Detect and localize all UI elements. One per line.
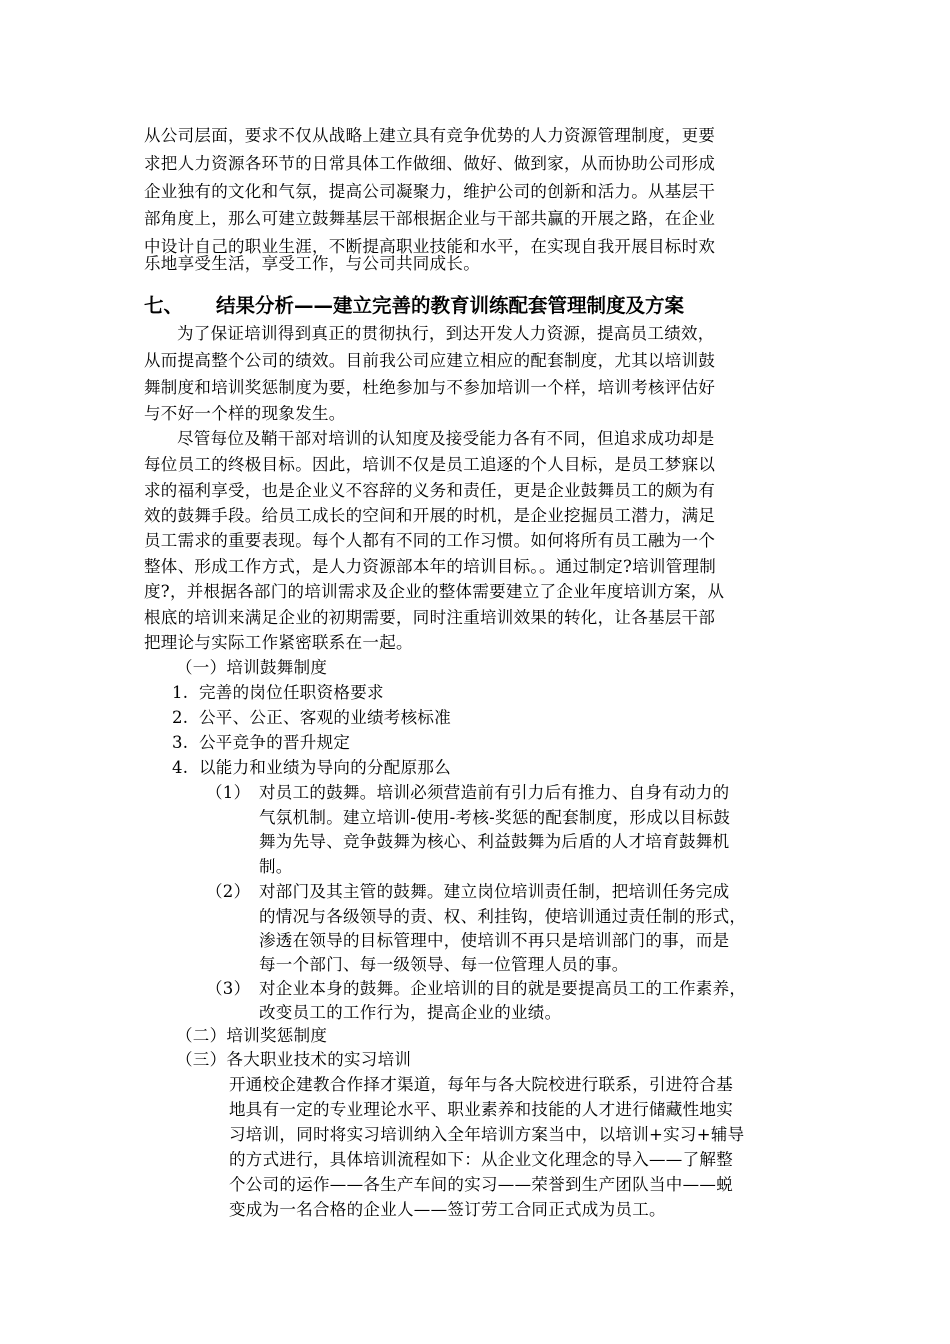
text-line: 变成为一名合格的企业人——签订劳工合同正式成为员工。: [229, 1200, 666, 1219]
text-line: 的方式进行，具体培训流程如下：从企业文化理念的导入——了解整: [229, 1150, 733, 1169]
list-marker: 4.: [172, 758, 189, 777]
text-line: 效的鼓舞手段。给员工成长的空间和开展的时机，是企业挖掘员工潜力，满足: [144, 506, 716, 525]
text-line: 地具有一定的专业理论水平、职业素养和技能的人才进行储藏性地实: [229, 1100, 733, 1119]
list-item: [172, 681, 384, 705]
text-line: 企业独有的文化和气氛，提高公司凝聚力，维护公司的创新和活力。从基层干: [144, 182, 716, 201]
text-line: 度?，并根据各部门的培训需求及企业的整体需要建立了企业年度培训方案，从: [144, 582, 725, 601]
paren-item-marker: （2）: [206, 882, 251, 901]
text-line: 制。: [259, 857, 293, 876]
text-line: 的情况与各级领导的责、权、利挂钩，使培训通过责任制的形式，: [259, 907, 747, 926]
text-line: 乐地享受生活，享受工作，与公司共同成长。: [144, 254, 480, 273]
text-line: 中设计自己的职业生涯，不断提高职业技能和水平，在实现自我开展目标时欢: [144, 237, 716, 256]
text-line: 尽管每位及鞘干部对培训的认知度及接受能力各有不同，但追求成功却是: [177, 429, 715, 448]
text-line: 整体、形成工作方式，是人力资源部本年的培训目标。。通过制定?培训管理制: [144, 557, 717, 576]
text-line: 每位员工的终极目标。因此，培训不仅是员工追逐的个人目标，是员工梦寐以: [144, 455, 716, 474]
text-line: 求把人力资源各环节的日常具体工作做细、做好、做到家，从而协助公司形成: [144, 154, 716, 173]
list-marker: 3.: [172, 733, 189, 752]
text-line: 求的福利享受，也是企业义不容辞的义务和责任，更是企业鼓舞员工的颇为有: [144, 481, 716, 500]
text-line: 改变员工的工作行为，提高企业的业绩。: [259, 1003, 562, 1022]
subsection-title: 培训奖惩制度: [226, 1026, 328, 1045]
subsection-2: [176, 1024, 327, 1048]
section-heading: [144, 290, 684, 318]
list-item-text: 以能力和业绩为导向的分配原那么: [199, 758, 451, 777]
text-line: 与不好一个样的现象发生。: [144, 404, 346, 423]
text-line: 根底的培训来满足企业的初期需要，同时注重培训效果的转化，让各基层干部: [144, 608, 716, 627]
subsection-marker: （一）: [176, 658, 227, 677]
subsection-title: 培训鼓舞制度: [226, 658, 328, 677]
section-title: 结果分析——建立完善的教育训练配套管理制度及方案: [216, 294, 685, 317]
text-line: 员工需求的重要表现。每个人都有不同的工作习惯。如何将所有员工融为一个: [144, 531, 716, 550]
list-item: [172, 731, 350, 755]
section-number: 七、: [144, 294, 184, 317]
text-line: 从而提高整个公司的绩效。目前我公司应建立相应的配套制度，尤其以培训鼓: [144, 351, 716, 370]
text-line: 个公司的运作——各生产车间的实习——荣誉到生产团队当中——蜕: [229, 1175, 733, 1194]
text-line: 每一个部门、每一级领导、每一位管理人员的事。: [259, 955, 629, 974]
list-marker: 1.: [172, 683, 189, 702]
text-line: 对部门及其主管的鼓舞。建立岗位培训责任制，把培训任务完成: [259, 882, 730, 901]
text-line: 开通校企建教合作择才渠道，每年与各大院校进行联系，引进符合基: [229, 1075, 733, 1094]
subsection-title: 各大职业技术的实习培训: [226, 1050, 412, 1069]
subsection-marker: （二）: [176, 1026, 227, 1045]
text-line: 舞为先导、竞争鼓舞为核心、利益鼓舞为后盾的人才培育鼓舞机: [259, 832, 730, 851]
text-line: 对企业本身的鼓舞。企业培训的目的就是要提高员工的工作素养，: [259, 979, 747, 998]
text-line: 习培训，同时将实习培训纳入全年培训方案当中，以培训+实习+辅导: [229, 1125, 745, 1144]
list-item-text: 公平、公正、客观的业绩考核标准: [199, 708, 451, 727]
text-line: 渗透在领导的目标管理中，使培训不再只是培训部门的事，而是: [259, 931, 730, 950]
text-line: 从公司层面，要求不仅从战略上建立具有竞争优势的人力资源管理制度，更要: [144, 126, 716, 145]
list-item-text: 完善的岗位任职资格要求: [199, 683, 384, 702]
text-line: 对员工的鼓舞。培训必须营造前有引力后有推力、自身有动力的: [259, 783, 730, 802]
subsection-marker: （三）: [176, 1050, 227, 1069]
text-line: 把理论与实际工作紧密联系在一起。: [144, 633, 413, 652]
paren-item-marker: （1）: [206, 783, 251, 802]
list-item-text: 公平竞争的晋升规定: [199, 733, 351, 752]
subsection-3: [176, 1048, 411, 1072]
list-item: [172, 756, 451, 780]
paren-item-marker: （3）: [206, 979, 251, 998]
text-line: 为了保证培训得到真正的贯彻执行，到达开发人力资源，提高员工绩效，: [177, 324, 715, 343]
list-item: [172, 706, 451, 730]
text-line: 舞制度和培训奖惩制度为要，杜绝参加与不参加培训一个样，培训考核评估好: [144, 378, 716, 397]
text-line: 部角度上，那么可建立鼓舞基层干部根据企业与干部共赢的开展之路，在企业: [144, 209, 716, 228]
subsection-1: [176, 656, 327, 680]
list-marker: 2.: [172, 708, 189, 727]
text-line: 气氛机制。建立培训-使用-考核-奖惩的配套制度，形成以目标鼓: [259, 808, 731, 827]
